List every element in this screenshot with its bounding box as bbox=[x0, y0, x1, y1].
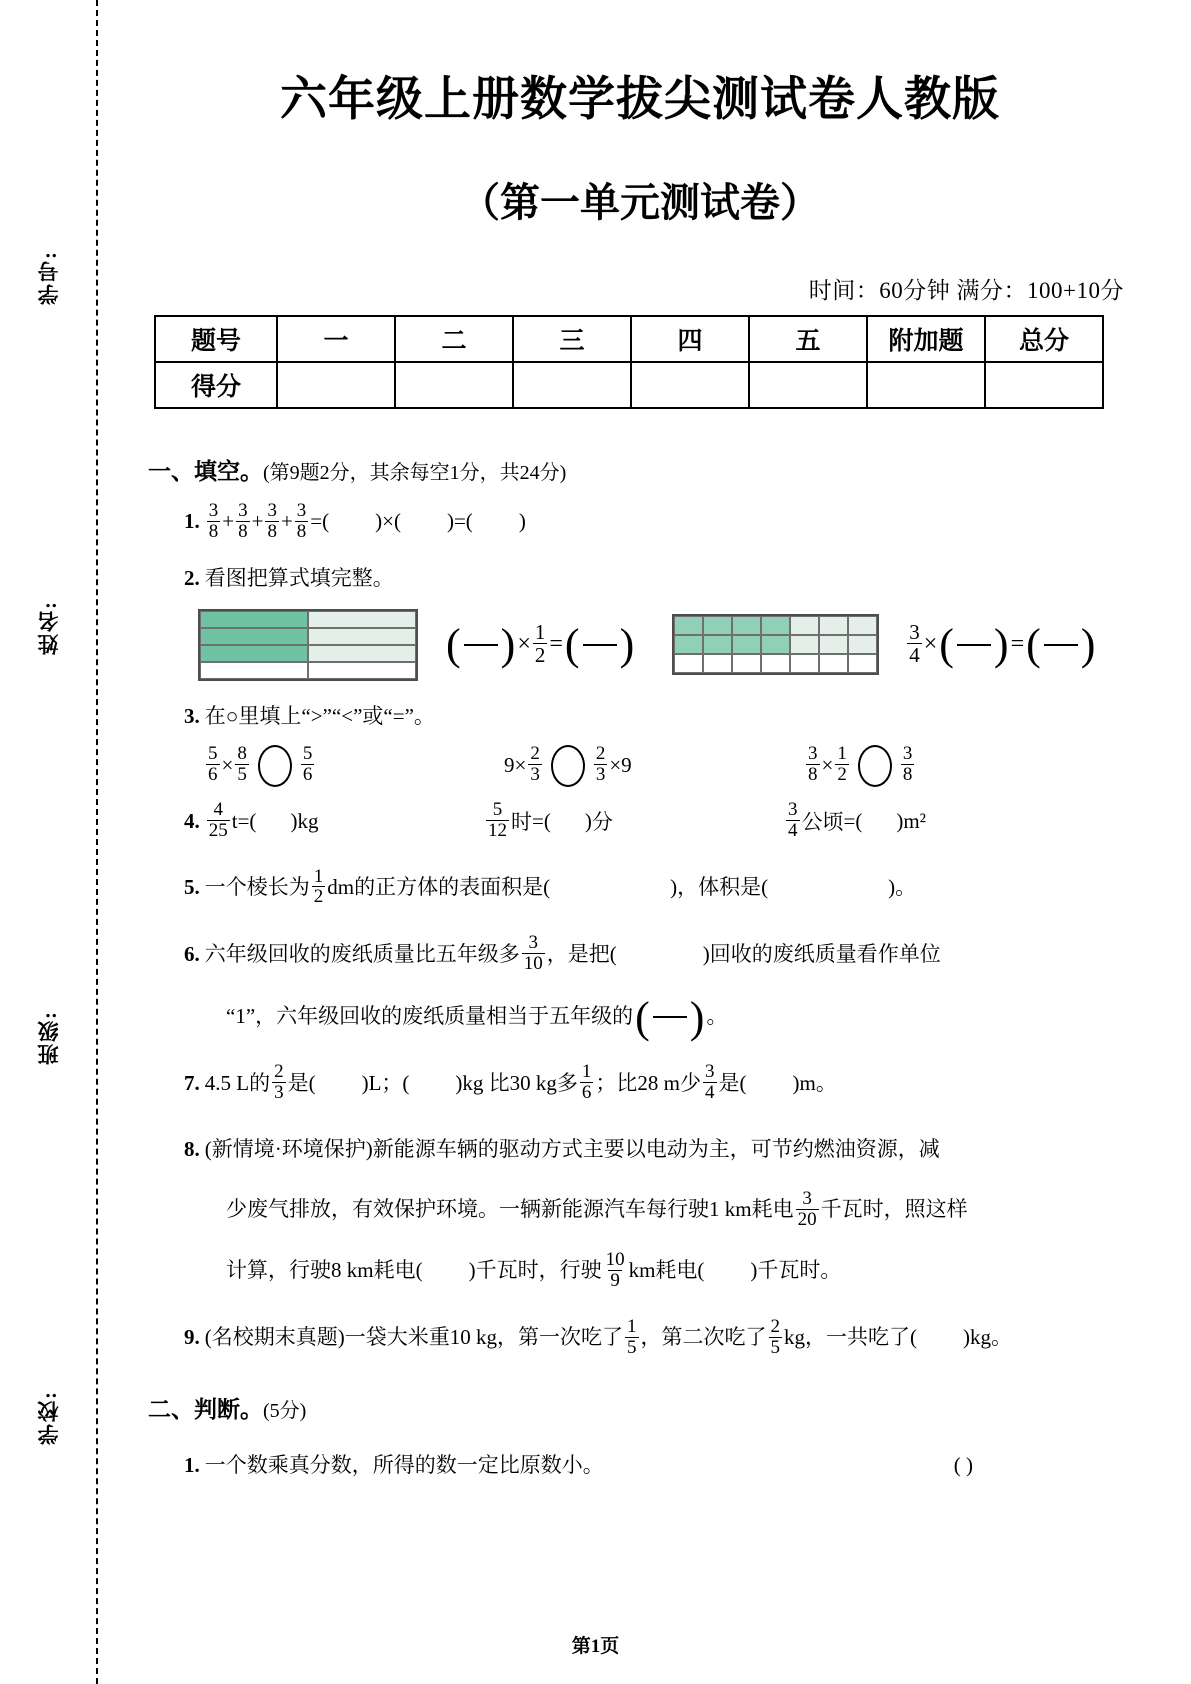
q2-blank-fraction-a2[interactable]: ( ) bbox=[564, 620, 635, 670]
grid-cell bbox=[761, 654, 790, 673]
fold-dashed-line bbox=[96, 0, 98, 1684]
question-6-line-2 bbox=[226, 992, 1140, 1042]
question-3-items bbox=[204, 745, 1140, 787]
q2-grid-b-wrap bbox=[672, 614, 879, 675]
score-cell-total[interactable] bbox=[985, 362, 1103, 408]
grid-cell bbox=[761, 635, 790, 654]
grid-cell bbox=[703, 654, 732, 673]
question-9 bbox=[184, 1315, 1140, 1359]
question-8-number: 8. bbox=[184, 1137, 200, 1162]
q4-i2-close: ) bbox=[584, 808, 592, 833]
score-col-total: 总分 bbox=[985, 316, 1103, 362]
score-cell-2[interactable] bbox=[395, 362, 513, 408]
score-col-1: 一 bbox=[277, 316, 395, 362]
q9-text-4: )kg。 bbox=[963, 1325, 1012, 1350]
score-col-4: 四 bbox=[631, 316, 749, 362]
grid-cell bbox=[732, 635, 761, 654]
q7-text-1: 4.5 L的 bbox=[204, 1070, 271, 1095]
q1-times-sep: )×( bbox=[375, 509, 401, 534]
q6-blank-fraction[interactable]: ( ) bbox=[635, 992, 705, 1042]
grid-cell bbox=[790, 635, 819, 654]
grid-cell bbox=[790, 654, 819, 673]
score-cell-4[interactable] bbox=[631, 362, 749, 408]
q2-equals-a: = bbox=[549, 631, 563, 658]
q5-text-3: )，体积是( bbox=[670, 875, 769, 900]
q7-fraction-2: $\frac{1}{6}$ bbox=[581, 1061, 592, 1104]
q7-text-3: )L；( bbox=[361, 1070, 410, 1095]
grid-cell bbox=[200, 662, 308, 679]
score-col-2: 二 bbox=[395, 316, 513, 362]
q2-blank-fraction-b1[interactable]: ( ) bbox=[939, 620, 1009, 670]
score-cell-3[interactable] bbox=[513, 362, 631, 408]
q4-i3-unit-from: 公顷 bbox=[801, 810, 844, 835]
q3-i2-frac-right: $\frac{2}{3}$ bbox=[595, 743, 606, 786]
section-1-heading bbox=[148, 453, 1140, 486]
q7-fraction-1: $\frac{2}{3}$ bbox=[274, 1061, 284, 1104]
q4-i1-close: ) bbox=[290, 808, 298, 833]
grid-cell bbox=[761, 616, 790, 635]
q3-i3-frac-b: $\frac{1}{2}$ bbox=[837, 743, 847, 786]
q1-fraction-4: $\frac{3}{8}$ bbox=[296, 500, 307, 542]
section2-question-1 bbox=[184, 1446, 1140, 1486]
q8-line-1: 新能源车辆的驱动方式主要以电动为主，可节约燃油资源，减 bbox=[372, 1137, 940, 1162]
margin-label-student-id: 学号: bbox=[37, 250, 61, 305]
s2-question-1-text: 一个数乘真分数，所得的数一定比原数小。 bbox=[204, 1452, 604, 1477]
question-8-line-3 bbox=[226, 1248, 1140, 1292]
q6-text-2: ，是把( bbox=[546, 941, 617, 966]
q2-blank-fraction-a1[interactable]: ( ) bbox=[446, 620, 516, 670]
q2-grid-b bbox=[672, 614, 879, 675]
s2-q1-answer-bracket[interactable]: ( ) bbox=[953, 1452, 973, 1477]
page-title: 六年级上册数学拔尖测试卷人教版 bbox=[280, 72, 1000, 125]
grid-cell bbox=[703, 635, 732, 654]
margin-label-school: 学校: bbox=[37, 1390, 61, 1445]
q1-equals-sep: )=( bbox=[446, 509, 473, 534]
q4-i2-fraction: $\frac{5}{12}$ bbox=[488, 798, 507, 841]
question-3 bbox=[184, 697, 1140, 737]
q3-i1-frac-b: $\frac{8}{5}$ bbox=[237, 743, 247, 786]
question-2 bbox=[184, 559, 1140, 599]
q3-i1-frac-a: $\frac{5}{6}$ bbox=[208, 743, 218, 786]
grid-cell bbox=[819, 654, 848, 673]
q6-text-3: )回收的废纸质量看作单位 bbox=[702, 941, 941, 966]
question-7 bbox=[184, 1063, 1140, 1104]
q9-fraction-1: $\frac{1}{5}$ bbox=[627, 1315, 637, 1358]
q1-plus-1: + bbox=[222, 509, 235, 534]
question-2-text: 看图把算式填完整。 bbox=[204, 565, 394, 590]
question-5-number: 5. bbox=[184, 875, 200, 900]
q4-i2-eq: =( bbox=[532, 808, 551, 833]
q4-i3-unit-to: m² bbox=[903, 808, 926, 833]
s2-question-1-number: 1. bbox=[184, 1452, 200, 1477]
q9-text-1: 一袋大米重10 kg，第一次吃了 bbox=[344, 1325, 623, 1350]
margin-label-name: 姓名: bbox=[37, 600, 61, 655]
q6-fraction: $\frac{3}{10}$ bbox=[523, 932, 543, 975]
q5-text-2: dm的正方体的表面积是( bbox=[327, 875, 551, 900]
question-1-number: 1. bbox=[184, 509, 200, 534]
score-col-5: 五 bbox=[749, 316, 867, 362]
q1-fraction-3: $\frac{3}{8}$ bbox=[267, 500, 277, 542]
score-table bbox=[154, 315, 1104, 409]
q3-i3-compare-circle[interactable] bbox=[858, 745, 892, 787]
q8-line3-a: 计算，行驶8 km耗电( bbox=[226, 1258, 423, 1283]
grid-cell bbox=[308, 645, 416, 662]
grid-cell bbox=[200, 611, 308, 628]
q7-text-2: 是( bbox=[287, 1070, 316, 1095]
question-9-number: 9. bbox=[184, 1325, 200, 1350]
q3-i3-frac-right: $\frac{3}{8}$ bbox=[902, 743, 913, 786]
q8-line3-c: km耗电( bbox=[628, 1258, 705, 1283]
q6-text-1: 六年级回收的废纸质量比五年级多 bbox=[204, 941, 520, 966]
q5-fraction: $\frac{1}{2}$ bbox=[313, 865, 324, 908]
q4-i2-unit-from: 时 bbox=[511, 810, 532, 835]
grid-cell bbox=[200, 628, 308, 645]
question-3-number: 3. bbox=[184, 703, 200, 728]
q4-item-2 bbox=[484, 798, 784, 842]
section-2-subtitle: (5分) bbox=[263, 1399, 307, 1422]
q7-text-4: )kg 比30 kg多 bbox=[455, 1070, 578, 1095]
grid-cell bbox=[819, 616, 848, 635]
q8-fraction-2: $\frac{10}{9}$ bbox=[605, 1248, 625, 1291]
q3-i1-frac-right: $\frac{5}{6}$ bbox=[302, 743, 313, 786]
q1-plus-3: + bbox=[280, 509, 293, 534]
q1-close-paren: ) bbox=[518, 509, 526, 534]
question-8-line-2 bbox=[226, 1187, 1140, 1231]
grid-cell bbox=[819, 635, 848, 654]
q4-i1-fraction: $\frac{4}{25}$ bbox=[208, 798, 228, 841]
q8-line2-b: 千瓦时，照这样 bbox=[820, 1197, 968, 1222]
question-5 bbox=[184, 865, 1140, 909]
question-7-number: 7. bbox=[184, 1070, 200, 1095]
q3-i3-frac-a: $\frac{3}{8}$ bbox=[808, 743, 818, 786]
q9-text-3: kg，一共吃了( bbox=[784, 1325, 917, 1350]
q4-i3-eq: =( bbox=[843, 808, 863, 833]
q8-fraction-1: $\frac{3}{20}$ bbox=[797, 1187, 817, 1230]
q4-i3-close: ) bbox=[896, 808, 904, 833]
q1-fraction-1: $\frac{3}{8}$ bbox=[208, 500, 219, 542]
q3-i3-op: × bbox=[821, 753, 834, 778]
q4-i3-fraction: $\frac{3}{4}$ bbox=[788, 798, 798, 841]
q6-line2-text-b: 。 bbox=[706, 1004, 728, 1029]
page-footer: 第1页 bbox=[571, 1636, 620, 1657]
grid-cell bbox=[848, 616, 877, 635]
grid-cell bbox=[308, 611, 416, 628]
score-table-header-row bbox=[155, 316, 1103, 362]
score-cell-5[interactable] bbox=[749, 362, 867, 408]
q4-i2-unit-to: 分 bbox=[591, 810, 613, 835]
q2-blank-fraction-b2[interactable]: ( ) bbox=[1026, 620, 1096, 670]
q2-times-a: × bbox=[517, 631, 531, 658]
q8-line3-d: )千瓦时。 bbox=[750, 1258, 842, 1283]
q2-expression-a bbox=[444, 620, 636, 670]
question-4-number: 4. bbox=[184, 808, 200, 833]
q6-line2-text-a: “1”，六年级回收的废纸质量相当于五年级的 bbox=[226, 1004, 634, 1029]
q4-item-3 bbox=[784, 798, 1084, 842]
page-subtitle: （第一单元测试卷） bbox=[460, 181, 820, 225]
q3-i2-lead: 9× bbox=[504, 753, 527, 778]
q4-i1-unit-from: t bbox=[231, 808, 238, 833]
q3-i2-compare-circle[interactable] bbox=[551, 745, 585, 787]
section-1-subtitle: (第9题2分，其余每空1分，共24分) bbox=[263, 462, 567, 484]
question-1 bbox=[184, 502, 1140, 543]
grid-cell bbox=[732, 654, 761, 673]
section-2-heading bbox=[148, 1391, 1140, 1424]
score-cell-1[interactable] bbox=[277, 362, 395, 408]
q3-item-3 bbox=[804, 745, 1104, 787]
grid-cell bbox=[308, 662, 416, 679]
score-table-row-label-score: 得分 bbox=[155, 362, 277, 408]
grid-cell bbox=[674, 616, 703, 635]
q3-item-2 bbox=[504, 745, 804, 787]
grid-cell bbox=[848, 654, 877, 673]
question-6-number: 6. bbox=[184, 941, 200, 966]
q3-item-1 bbox=[204, 745, 504, 787]
q1-fraction-2: $\frac{3}{8}$ bbox=[238, 500, 248, 542]
question-3-text: 在○里填上“>”“<”或“=”。 bbox=[204, 703, 435, 728]
question-8 bbox=[184, 1130, 1140, 1170]
q7-fraction-3: $\frac{3}{4}$ bbox=[705, 1061, 715, 1104]
score-table-row-label-question: 题号 bbox=[155, 316, 277, 362]
q2-fraction-half: $\frac{1}{2}$ bbox=[534, 620, 546, 668]
q2-grid-a bbox=[198, 609, 418, 681]
exam-sheet bbox=[140, 0, 1140, 1684]
grid-cell bbox=[703, 616, 732, 635]
q2-times-b: × bbox=[923, 631, 938, 658]
margin-label-class: 班级: bbox=[37, 1010, 61, 1065]
q8-line2-a: 少废气排放，有效保护环境。一辆新能源汽车每行驶1 km耗电 bbox=[226, 1197, 794, 1222]
grid-cell bbox=[308, 628, 416, 645]
exam-info: 时间：60分钟 满分：100+10分 bbox=[808, 278, 1124, 303]
q1-equals-open: =( bbox=[310, 509, 330, 534]
q3-i1-op: × bbox=[221, 753, 234, 778]
q3-i2-trail: ×9 bbox=[609, 753, 632, 778]
q4-item-1 bbox=[184, 798, 484, 842]
question-2-figures bbox=[198, 609, 1140, 681]
question-6 bbox=[184, 934, 1140, 975]
q4-i1-eq: =( bbox=[237, 808, 257, 833]
q8-line3-b: )千瓦时，行驶 bbox=[468, 1258, 602, 1283]
question-4 bbox=[184, 798, 1140, 842]
q4-i1-unit-to: kg bbox=[297, 808, 319, 833]
q7-text-5: ；比28 m少 bbox=[595, 1070, 701, 1095]
q2-fraction-three-quarters: $\frac{3}{4}$ bbox=[909, 620, 920, 668]
score-col-3: 三 bbox=[513, 316, 631, 362]
score-table-value-row bbox=[155, 362, 1103, 408]
q9-fraction-2: $\frac{2}{5}$ bbox=[770, 1315, 780, 1358]
section-2-title: 二、判断。 bbox=[148, 1396, 263, 1422]
q5-text-1: 一个棱长为 bbox=[204, 875, 310, 900]
grid-cell bbox=[200, 645, 308, 662]
q2-expression-b bbox=[905, 620, 1097, 670]
q9-text-2: ，第二次吃了 bbox=[640, 1325, 767, 1350]
grid-cell bbox=[790, 616, 819, 635]
q3-i2-frac-left: $\frac{2}{3}$ bbox=[530, 743, 540, 786]
grid-cell bbox=[674, 635, 703, 654]
grid-cell bbox=[848, 635, 877, 654]
question-2-number: 2. bbox=[184, 565, 200, 590]
q9-context-tag: (名校期末真题) bbox=[204, 1325, 345, 1350]
grid-cell bbox=[732, 616, 761, 635]
q1-plus-2: + bbox=[251, 509, 264, 534]
q5-text-4: )。 bbox=[888, 875, 917, 900]
score-cell-bonus[interactable] bbox=[867, 362, 985, 408]
section-1-title: 一、填空。 bbox=[148, 459, 263, 484]
q3-i1-compare-circle[interactable] bbox=[258, 745, 292, 787]
grid-cell bbox=[674, 654, 703, 673]
score-col-bonus: 附加题 bbox=[867, 316, 985, 362]
q7-text-7: )m。 bbox=[792, 1070, 837, 1095]
q7-text-6: 是( bbox=[718, 1070, 747, 1095]
q2-equals-b: = bbox=[1010, 631, 1025, 658]
q8-context-tag: (新情境·环境保护) bbox=[204, 1137, 373, 1162]
